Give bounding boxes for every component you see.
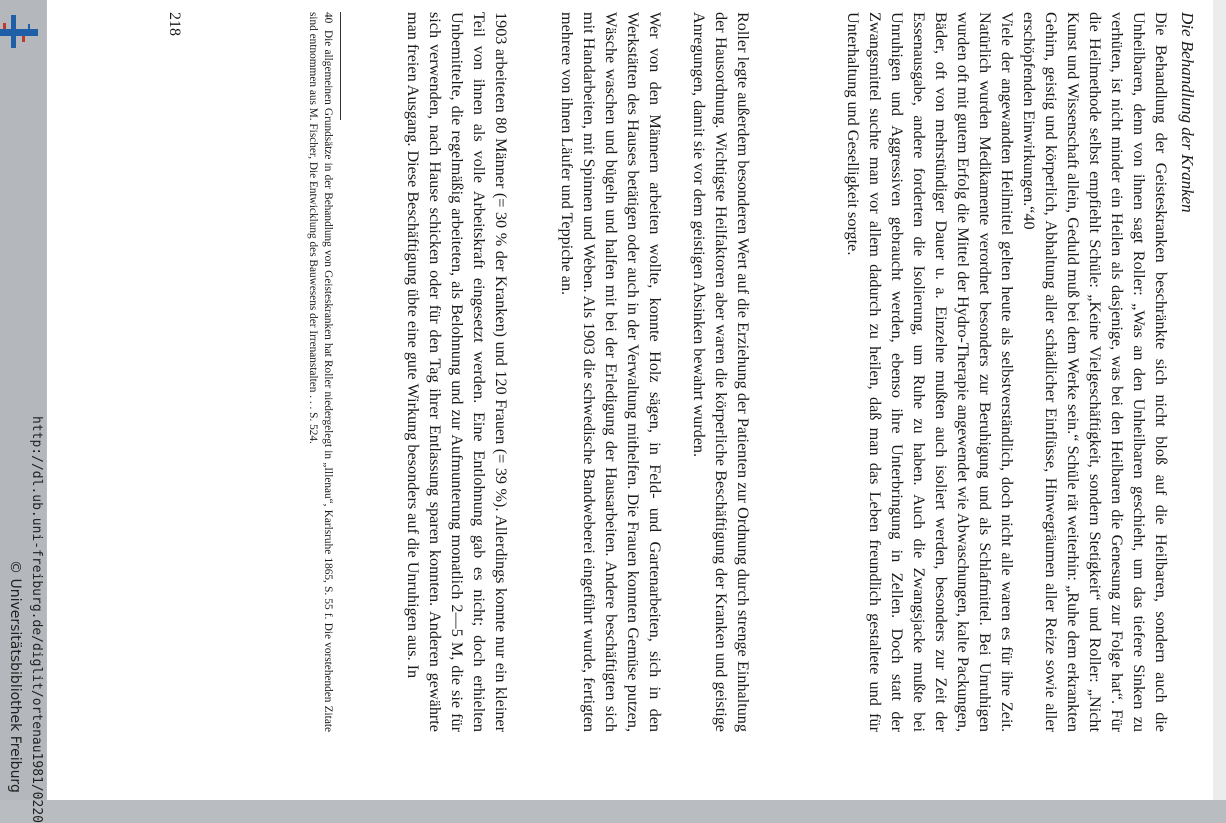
rotated-page-content <box>47 0 1213 800</box>
paragraph-2: Viele der angewandten Heilmittel gelten heute als selbstverständlich, doch nicht alle waren es für ihre Zeit. Natürlich wurden Medikamente verordnet besonders zur Beruhigung und als Schlafmittel. Bei Unruhigen wurden oft mit gutem Erfolg die Mittel der Hydro-Therapie angewendet wie Abwaschungen, kalte Packungen, Bäder, oft von mehrstündiger Dauer u. a. Einzelne mußten auch isoliert werden, besonders zur Zeit der Essenausgabe, andere forderten die Isolierung, um Ruhe zu haben. Auch die Zwangsjacke mußte bei Unruhigen und Aggressiven gebraucht werden, ebenso ihre Unterbringung in Zellen. Doch statt der Zwangsmittel suchte man vor allem dadurch zu heilen, daß man das Leben freundlich gestaltete und für Unterhaltung und Geselligkeit sorgte. <box>844 12 1016 732</box>
permalink-url[interactable]: http://dl.ub.uni-freiburg.de/diglit/ortenau1981/0220 <box>29 416 44 823</box>
copyright-notice: © Universitätsbibliothek Freiburg <box>7 560 23 793</box>
footnote-number: 40 <box>322 12 334 24</box>
footnote-text: Die allgemeinen Grundsätze in der Behandlung von Geisteskranken hat Roller niedergelegt in „Illenau“, Karlsruhe 1865, S. 55 f. Die vorstehenden Zitate sind entnommen aus M. Fischer, Die Entwicklung des Bauwesens der Irrenanstalten . . . S. 524. <box>307 12 334 732</box>
section-heading: Die Behandlung der Kranken <box>1178 12 1197 213</box>
paragraph-3: Roller legte außerdem besonderen Wert auf die Erziehung der Patienten zur Ordnung durch strenge Einhaltung der Hausordnung. Wichtigste Heilfaktoren aber waren die körperliche Beschäftigung der Kranken und geistige Anregungen, damit sie vor dem geistigen Absinken bewahrt wurden. <box>690 12 752 732</box>
scanned-page <box>47 0 1213 800</box>
right-page-edge <box>1213 0 1226 800</box>
page-number: 218 <box>166 12 183 36</box>
paragraph-1: Die Behandlung der Geisteskranken beschränkte sich nicht bloß auf die Heilbaren, sondern auch die Unheilbaren, denn von ihnen sagt Roller: „Was an den Unheilbaren geschieht, um das tiefere Sinken zu verhüten, ist nicht minder ein Heilen als dasjenige, was bei den Heilbaren die Genesung zur Folge hat“. Für die Heilmethode selbst empfiehlt Schüle: „Keine Vielgeschäftigkeit, sondern Stetigkeit“ und Roller: „Nicht Kunst und Wissenschaft allein, Geduld muß bei dem Werke sein.“ Schüle rät weiterhin: „Ruhe dem erkrankten Gehirn, geistig und körperlich, Abhaltung aller schädlicher Einflüsse, Hinwegräumen aller Reize sowie aller erschöpfenden Einwirkungen.“40 <box>1020 12 1170 732</box>
footnote <box>305 12 335 732</box>
paragraph-4: Wer von den Männern arbeiten wollte, konnte Holz sägen, in Feld- und Gartenarbeiten, sich in den Werkstätten des Hauses betätigen oder auch in der Verwaltung mithelfen. Die Frauen konnten Gemüse putzen, Wäsche waschen und bügeln und halfen mit bei der Erledigung der Hausarbeiten. Andere beschäftigten sich mit Handarbeiten, mit Spinnen und Weben. Als 1903 die schwedische Bandweberei eingeführt wurde, fertigten mehrere von ihnen Läufer und Teppiche an. <box>558 12 664 732</box>
library-logo-icon <box>0 0 46 60</box>
footnote-divider <box>340 12 341 120</box>
paragraph-5: 1903 arbeiteten 80 Männer (= 30 % der Kranken) und 120 Frauen (= 39 %). Allerdings konnte nur ein kleiner Teil von ihnen als volle Arbeitskraft eingesetzt werden. Eine Entlohnung gab es nicht; doch erhielten Unbemittelte, die regelmäßig arbeiteten, als Belohnung und zur Aufmunterung monatlich 2—5 M, die sie für sich verwenden, nach Hause schicken oder für den Tag ihrer Entlassung sparen konnten. Anderen gewährte man freien Ausgang. Diese Beschäftigung übte eine gute Wirkung besonders auf die Unruhigen aus. In <box>404 12 510 732</box>
